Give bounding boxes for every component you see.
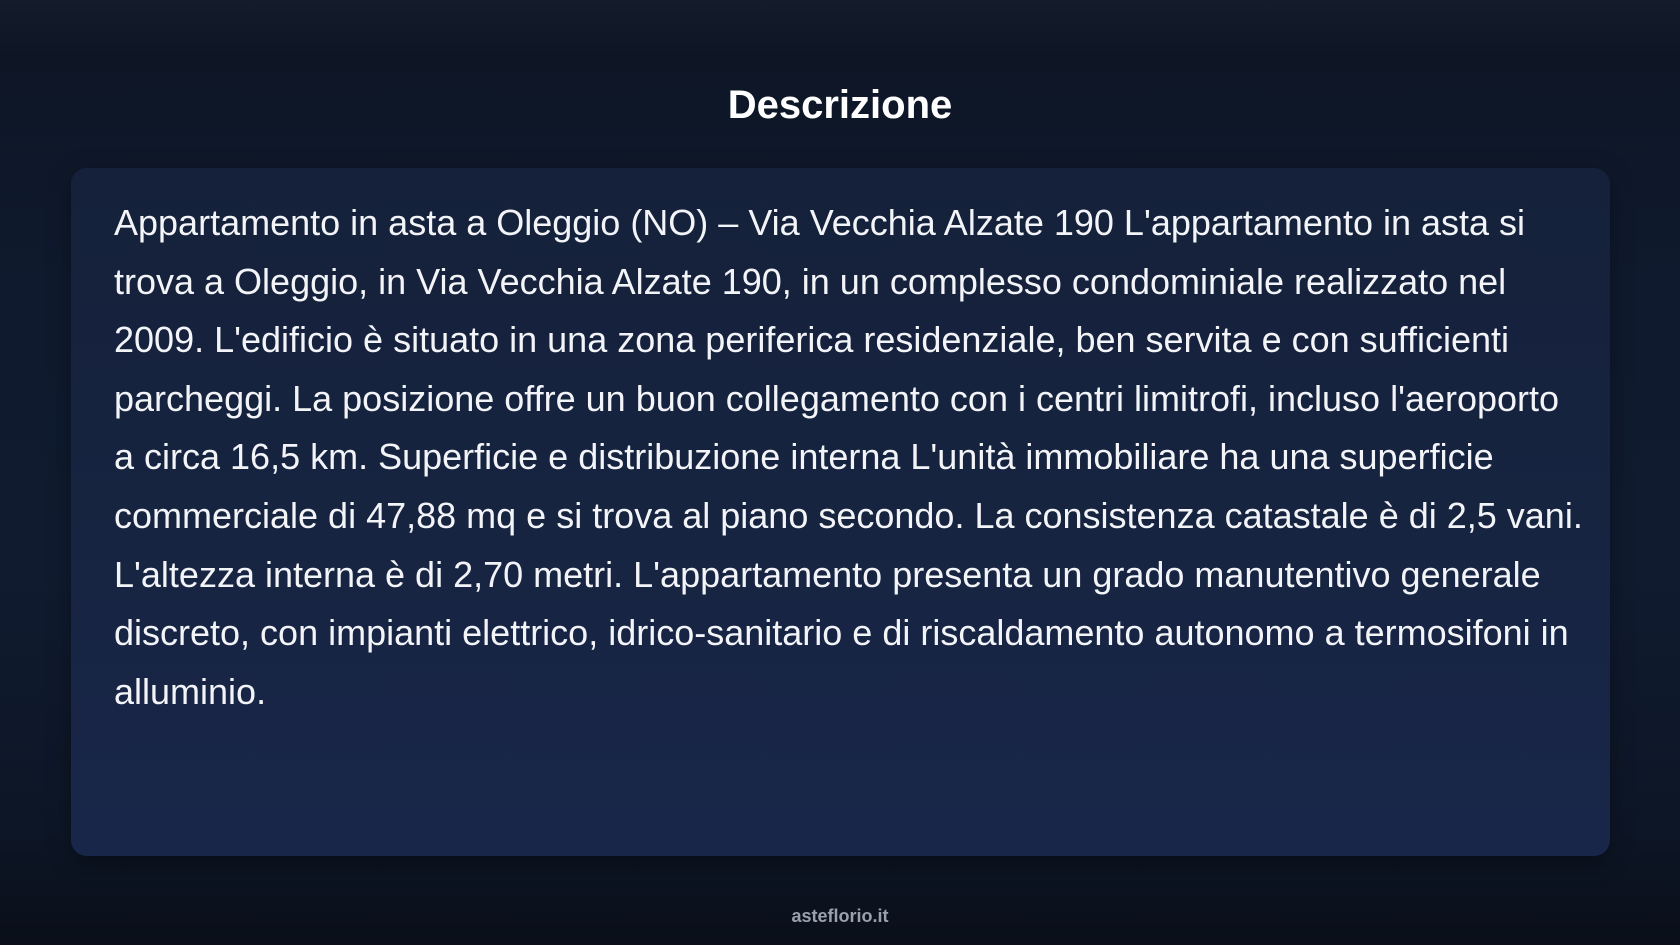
page-title: Descrizione — [727, 83, 953, 127]
footer-site-label: asteflorio.it — [791, 906, 889, 926]
description-text: Appartamento in asta a Oleggio (NO) – Via Vecchia Alzate 190 L'appartamento in asta si trova a Oleggio, in Via Vecchia Alzate 190, in un complesso condominiale realizzato nel 2009. L'edificio è situato in una zona periferica residenziale, ben servita e con sufficienti parcheggi. La posizione offre un buon collegamento con i centri limitrofi, incluso l'aeroporto a circa 16,5 km. Superficie e distribuzione interna L'unità immobiliare ha una superficie commerciale di 47,88 mq e si trova al piano secondo. La consistenza catastale è di 2,5 vani. L'altezza interna è di 2,70 metri. L'appartamento presenta un grado manutentivo generale discreto, con impianti elettrico, idrico-sanitario e di riscaldamento autonomo a termosifoni in alluminio. — [114, 202, 1583, 712]
description-card — [71, 168, 1610, 856]
